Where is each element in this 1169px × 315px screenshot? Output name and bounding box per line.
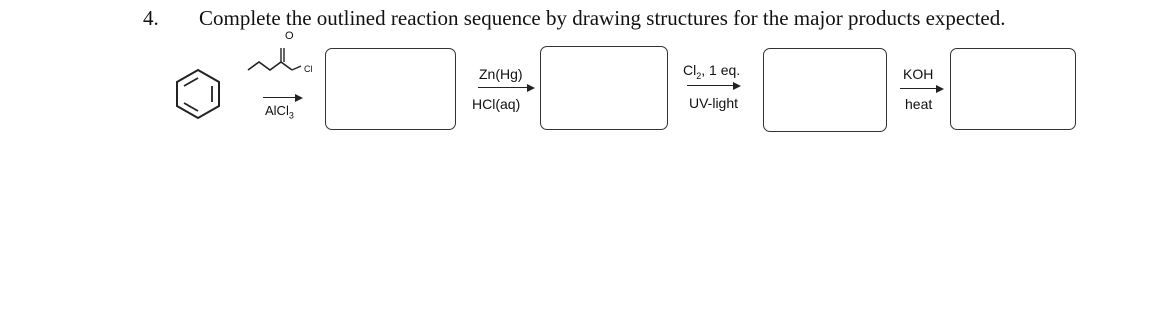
product-box-1[interactable]	[325, 48, 456, 130]
cl2-rest: , 1 eq.	[701, 62, 741, 78]
question-prompt: Complete the outlined reaction sequence by drawing structures for the major products expected.	[199, 6, 1006, 30]
reaction-arrow-2	[478, 87, 533, 88]
reagent-cl2	[683, 62, 740, 81]
cl2-subscript: 2	[696, 70, 702, 81]
reagent-alcl3	[265, 103, 294, 121]
alcl3-subscript: 3	[288, 110, 294, 121]
reagent-hcl-aq: HCl(aq)	[472, 96, 521, 112]
reagent-zn-hg: Zn(Hg)	[479, 66, 523, 82]
benzene-ring-icon	[172, 67, 224, 121]
carbonyl-oxygen-label: O	[285, 30, 294, 42]
product-box-2[interactable]	[540, 46, 668, 130]
reagent-uv-light: UV-light	[689, 95, 739, 111]
acyl-chloride-structure-icon	[245, 36, 325, 81]
cl2-main: Cl	[683, 62, 697, 78]
product-box-3[interactable]	[763, 48, 887, 132]
reaction-arrow-4	[900, 88, 942, 89]
reagent-heat: heat	[905, 96, 933, 112]
alcl3-main: AlCl	[265, 103, 289, 118]
reaction-arrow-3	[687, 85, 739, 86]
reaction-arrow-1	[263, 97, 301, 98]
product-box-4[interactable]	[950, 48, 1076, 130]
reagent-koh: KOH	[903, 66, 934, 82]
question-number: 4.	[143, 6, 159, 30]
chloride-label: Cl	[304, 64, 313, 74]
